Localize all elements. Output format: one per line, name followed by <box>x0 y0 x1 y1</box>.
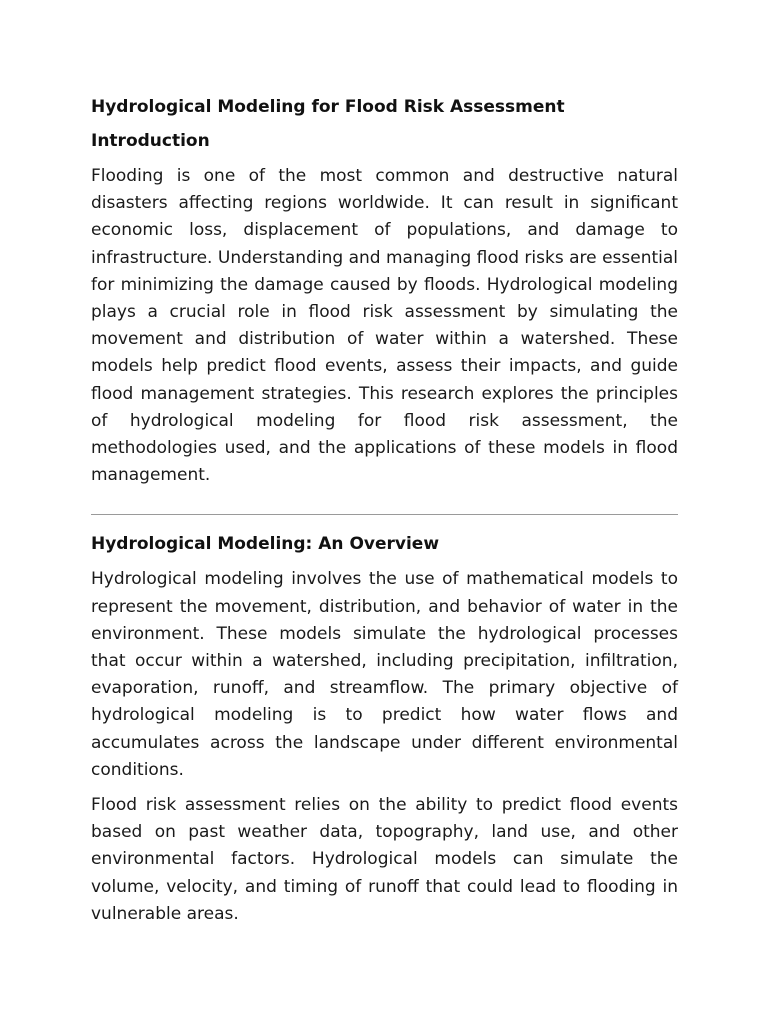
section-introduction <box>91 128 678 489</box>
section-heading: Hydrological Modeling: An Overview <box>91 534 440 555</box>
paragraph: Flooding is one of the most common and destructive natural disasters affecting regions worldwide. It can result in significant economic loss, displacement of populations, and damage to infrastructure. Understanding and managing flood risks are essential for minimizing the damage caused by floods. Hydrological modeling plays a crucial role in flood risk assessment by simulating the movement and distribution of water within a watershed. These models help predict flood events, assess their impacts, and guide flood management strategies. This research explores the principles of hydrological modeling for flood risk assessment, the methodologies used, and the applications of these models in flood management. <box>91 166 678 486</box>
paragraph: Flood risk assessment relies on the ability to predict flood events based on past weather data, topography, land use, and other environmental factors. Hydrological models can simulate the volume, velocity, and timing of runoff that could lead to flooding in vulnerable areas. <box>91 795 678 924</box>
paragraph: Hydrological modeling involves the use of mathematical models to represent the movement, distribution, and behavior of water in the environment. These models simulate the hydrological processes that occur within a watershed, including precipitation, infiltration, evaporation, runoff, and streamflow. The primary objective of hydrological modeling is to predict how water flows and accumulates across the landscape under different environmental conditions. <box>91 569 678 780</box>
section-overview <box>91 531 678 928</box>
section-divider <box>91 514 678 515</box>
section-heading: Introduction <box>91 131 210 151</box>
document-title: Hydrological Modeling for Flood Risk Assessment <box>91 97 565 117</box>
document-page <box>91 94 678 936</box>
